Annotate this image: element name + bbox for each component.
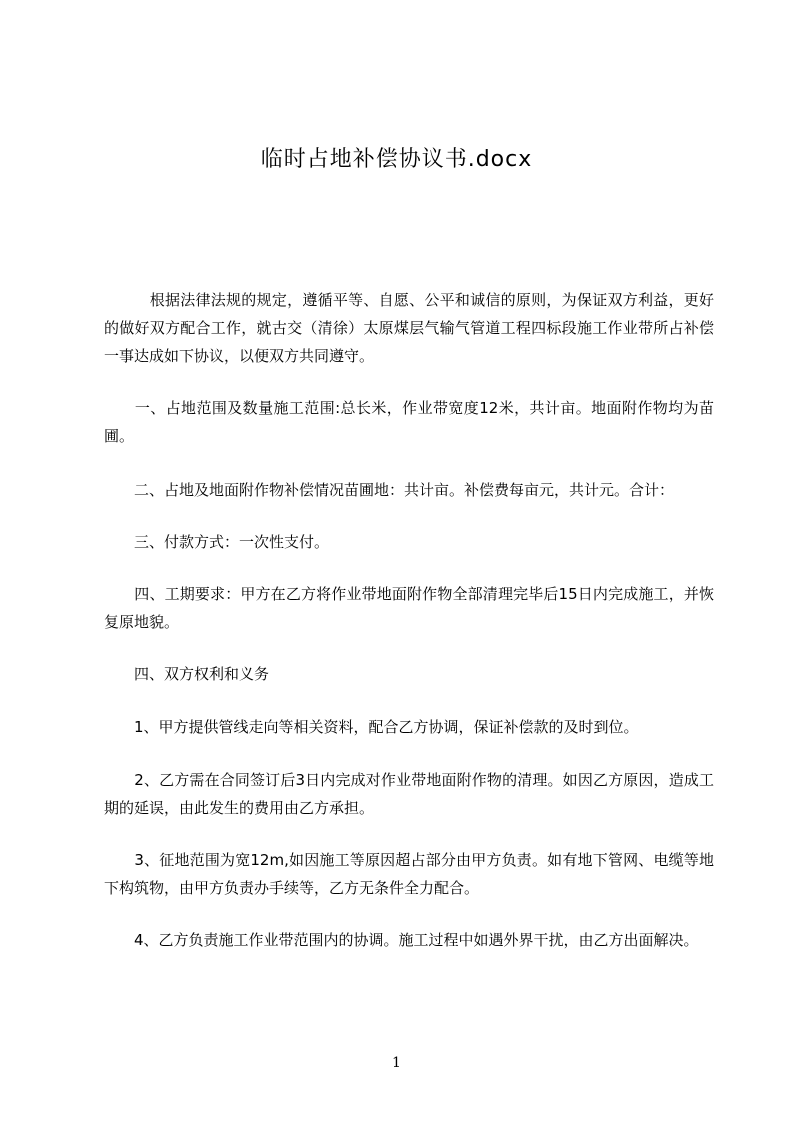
page-number: 1 (392, 1055, 401, 1071)
paragraph-item-3: 3、征地范围为宽12m,如因施工等原因超占部分由甲方负责。如有地下管网、电缆等地下构筑物，由甲方负责办手续等，乙方无条件全力配合。 (104, 851, 714, 897)
paragraph-section-rights: 四、双方权利和义务 (104, 665, 270, 683)
paragraph-section-2: 二、占地及地面附作物补偿情况苗圃地：共计亩。补偿费每亩元，共计元。合计： (104, 481, 675, 499)
paragraph-section-1: 一、占地范围及数量施工范围:总长米，作业带宽度12米，共计亩。地面附作物均为苗圃。 (104, 399, 714, 445)
paragraph-item-2: 2、乙方需在合同签订后3日内完成对作业带地面附作物的清理。如因乙方原因，造成工期的延误，由此发生的费用由乙方承担。 (104, 771, 714, 817)
document-title: 临时占地补偿协议书.docx (260, 147, 533, 172)
paragraph-section-4: 四、工期要求：甲方在乙方将作业带地面附作物全部清理完毕后15日内完成施工，并恢复原地貌。 (104, 585, 714, 631)
paragraph-intro: 根据法律法规的规定，遵循平等、自愿、公平和诚信的原则，为保证双方利益，更好的做好双方配合工作，就古交（清徐）太原煤层气输气管道工程四标段施工作业带所占补偿一事达成如下协议，以便双方共同遵守。 (104, 291, 714, 365)
paragraph-item-4: 4、乙方负责施工作业带范围内的协调。施工过程中如遇外界干扰，由乙方出面解决。 (104, 931, 699, 949)
paragraph-item-1: 1、甲方提供管线走向等相关资料，配合乙方协调，保证补偿款的及时到位。 (104, 718, 639, 736)
paragraph-section-3: 三、付款方式：一次性支付。 (104, 533, 330, 551)
